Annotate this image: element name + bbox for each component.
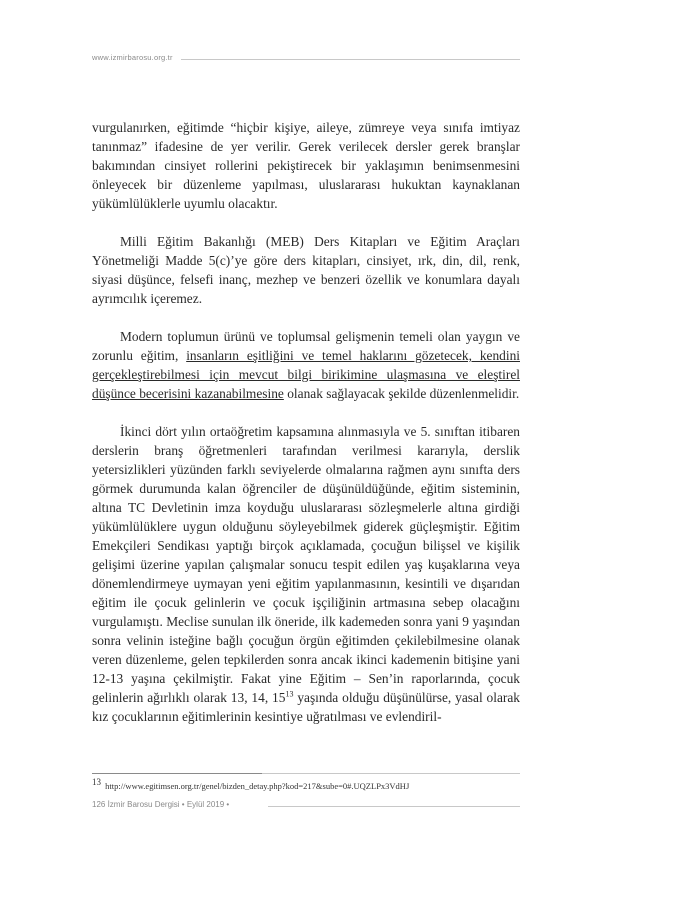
paragraph-2: Milli Eğitim Bakanlığı (MEB) Ders Kitapları ve Eğitim Araçları Yönetmeliği Madde 5(c)’ye göre ders kitapları, cinsiyet, ırk, din, dil, renk, siyasi düşünce, felsefi inanç, mezhep ve benzeri özellik ve konumlara dayalı ayrımcılık içeremez. xyxy=(92,234,520,306)
footnote-ref-13[interactable]: 13 xyxy=(285,689,294,699)
footer-rule xyxy=(268,806,520,807)
paragraph-4-after: yaşında olduğu düşünülürse, yasal olarak kız çocuklarının eğitimlerinin kesintiye uğratılması ve evlendiril- xyxy=(92,690,520,724)
header-rule xyxy=(181,59,520,60)
paragraph-1: vurgulanırken, eğitimde “hiçbir kişiye, aileye, zümreye veya sınıfa imtiyaz tanınmaz” ifadesine de yer verilir. Gerek verilecek dersler gerek branşlar bakımından cinsiyet rollerini pekiştirecek bir yaklaşımın benimsenmesini önleyecek bir düzenleme yapılması, uluslararası hukuktan kaynaklanan yükümlülüklerle uyumlu olacaktır. xyxy=(92,120,520,211)
paragraph-3-underlined: insanların eşitliğini ve temel haklarını gözetecek, kendini gerçekleştirebilmesi için mevcut bilgi birikimine ulaşmasına ve eleştirel düşünce becerisini kazanabilmesine xyxy=(92,348,520,401)
page-footer: 126 İzmir Barosu Dergisi • Eylül 2019 • xyxy=(92,800,230,809)
paragraph-3-before: Modern toplumun ürünü ve toplumsal gelişmenin temeli olan yaygın ve zorunlu eğitim, xyxy=(92,329,520,363)
paragraph-3 xyxy=(92,327,520,403)
header-url: www.izmirbarosu.org.tr xyxy=(92,53,173,62)
footnote-link[interactable]: http://www.egitimsen.org.tr/genel/bizden_detay.php?kod=217&sube=0#.UQZLPx3VdHJ xyxy=(105,781,410,791)
footnote-separator xyxy=(92,773,262,774)
paragraph-3-after: olanak sağlayacak şekilde düzenlenmelidir. xyxy=(283,386,520,401)
article-body xyxy=(92,118,520,726)
paragraph-4 xyxy=(92,422,520,726)
footnote xyxy=(92,777,532,791)
footnote-number: 13 xyxy=(92,777,101,788)
paragraph-4-before: İkinci dört yılın ortaöğretim kapsamına alınmasıyla ve 5. sınıftan itibaren derslerin branş öğretmenleri tarafından verilmesi kararıyla, derslik yetersizlikleri yüzünden farklı seviyelerde olmalarına rağmen aynı sınıfta ders görmek durumunda kalan öğrenciler de düşünüldüğünde, eğitim sisteminin, altına TC Devletinin imza koyduğu uluslararası sözleşmelerle altına girdiği yükümlülüklere uygun olduğunu söyleyebilmek giderek güçleşmiştir. Eğitim Emekçileri Sendikası yaptığı birçok açıklamada, çocuğun bilişsel ve kişilik gelişimi üzerine yapılan çalışmalar sonucu tespit edilen yaş kuşaklarına veya dönemlendirmeye uymayan yeni eğitim yapılanmasının, kesintili ve dışarıdan eğitim ile çocuk gelinlerin ve çocuk işçiliğinin artmasına sebep olacağını vurgulamıştı. Meclise sunulan ilk öneride, ilk kademeden sonra yani 9 yaşından sonra velinin isteğine bağlı çocuğun örgün eğitimden çekilebilmesine olanak veren düzenleme, gelen tepkilerden sonra ancak ikinci kademenin bitişine yani 12-13 yaşına çekilmiştir. Fakat yine Eğitim – Sen’in raporlarında, çocuk gelinlerin ağırlıklı olarak 13, 14, 15 xyxy=(92,424,520,705)
